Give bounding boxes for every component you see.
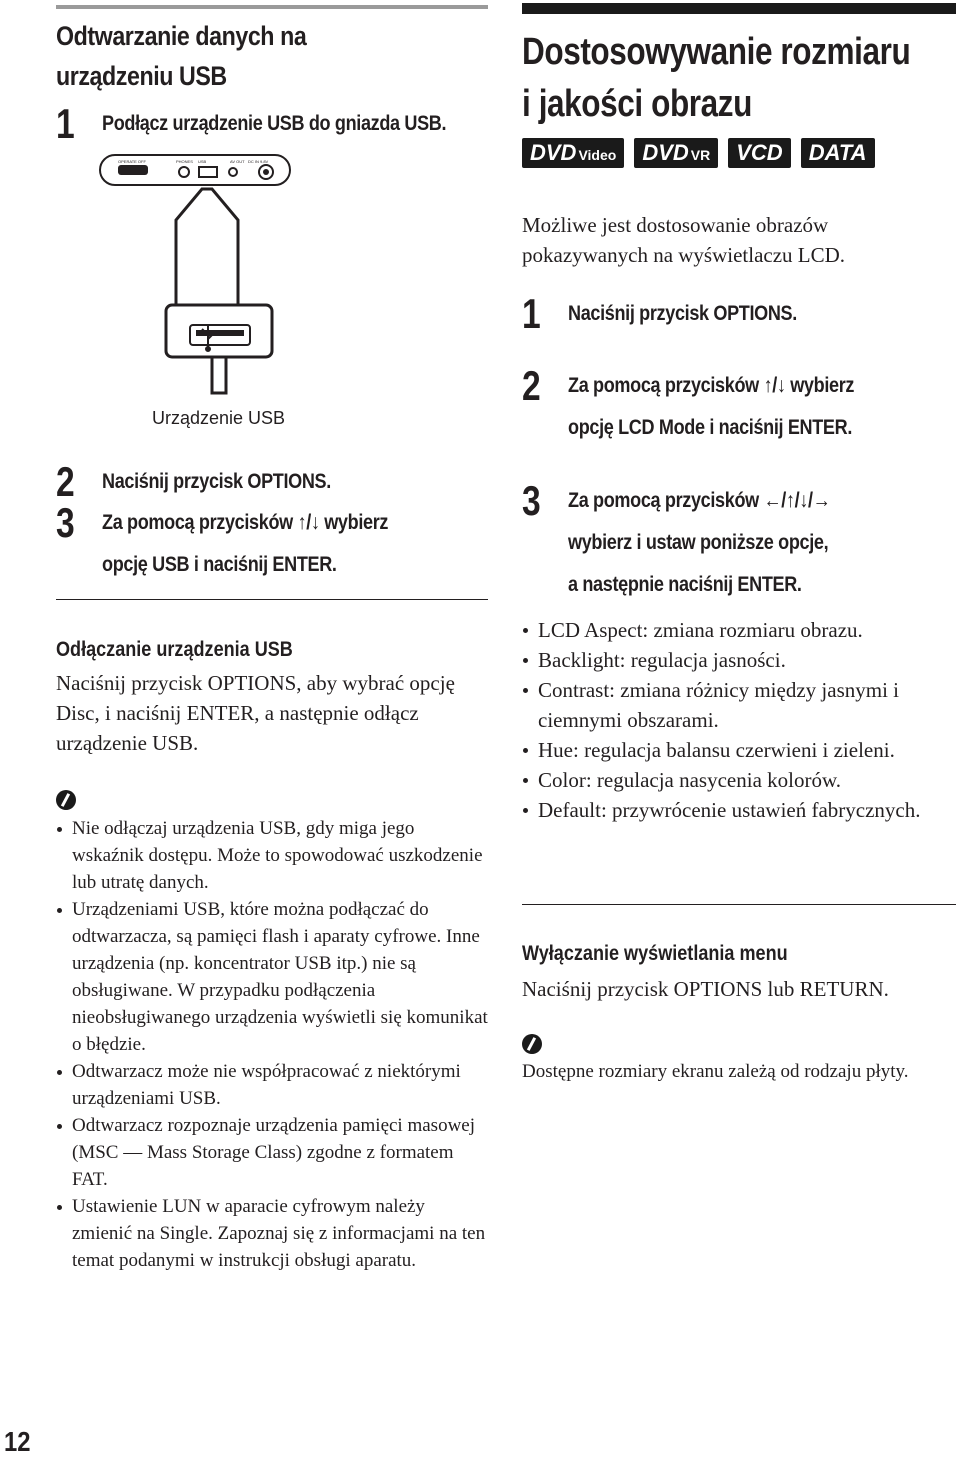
logo-vcd: VCD	[728, 138, 790, 168]
list-item: Odtwarzacz może nie współpracować z niektórymi urządzeniami USB.	[56, 1058, 488, 1112]
top-rule-right	[522, 3, 956, 14]
list-item: Odtwarzacz rozpoznaje urządzenia pamięci masowej (MSC — Mass Storage Class) zgodne z formatem FAT.	[56, 1112, 488, 1193]
panel-label-avout: AV OUT	[230, 159, 245, 164]
section-title-image: Dostosowywanie rozmiaru i jakości obrazu	[522, 31, 911, 125]
step-3-image	[522, 477, 873, 606]
list-item: LCD Aspect: zmiana rozmiaru obrazu.	[522, 615, 954, 645]
step-2-usb	[56, 458, 368, 506]
step-number: 3	[56, 499, 75, 546]
note-icon	[56, 790, 76, 810]
notes-list	[56, 815, 488, 1274]
menu-off-text: Naciśnij przycisk OPTIONS lub RETURN.	[522, 977, 889, 1001]
page-number: 12	[4, 1426, 31, 1457]
note-text: Dostępne rozmiary ekranu zależą od rodzaju płyty.	[522, 1061, 909, 1082]
step-2-image	[522, 362, 901, 449]
usb-device-illustration	[96, 145, 346, 395]
menu-off-heading: Wyłączanie wyświetlania menu	[522, 942, 788, 965]
step-number: 1	[522, 290, 541, 337]
figure-caption: Urządzenie USB	[152, 408, 286, 428]
list-item: Hue: regulacja balansu czerwieni i zieleni.	[522, 735, 954, 765]
step-number: 3	[522, 477, 541, 524]
step-text-line1: Za pomocą przycisków ↑/↓ wybierz	[568, 374, 855, 397]
note-icon	[522, 1034, 542, 1054]
step-text-line2: opcję LCD Mode i naciśnij ENTER.	[568, 416, 853, 439]
step-text-line1: Za pomocą przycisków ←/↑/↓/→	[568, 489, 831, 512]
top-rule-left	[56, 5, 488, 9]
step-number: 2	[522, 362, 541, 409]
divider	[522, 904, 956, 905]
step-number: 2	[56, 458, 75, 505]
step-3-usb	[56, 499, 435, 586]
params-list	[538, 615, 954, 825]
panel-label-usb: USB	[198, 159, 207, 164]
list-item: Urządzeniami USB, które można podłączać do odtwarzacza, są pamięci flash i aparaty cyfrowe. Inne urządzenia (np. koncentrator USB itp.) nie są obsługiwane. W przypadku podłączenia nieobsługiwanego urządzenia wyświetli się komunikat o błędzie.	[56, 896, 488, 1058]
step-number: 1	[56, 100, 75, 147]
list-item: Color: regulacja nasycenia kolorów.	[522, 765, 954, 795]
panel-label-operate: OPERATE OFF	[118, 159, 146, 164]
step-text-line1: Za pomocą przycisków ↑/↓ wybierz	[102, 511, 389, 534]
step-text-line2: opcję USB i naciśnij ENTER.	[102, 553, 337, 576]
step-1-image	[522, 290, 834, 338]
panel-label-dcin: DC IN 9.8V	[248, 159, 269, 164]
step-text: Naciśnij przycisk OPTIONS.	[568, 302, 797, 325]
step-1-usb	[56, 100, 502, 148]
logo-dvd-vr: DVD VR	[634, 138, 718, 168]
step-text-line2: wybierz i ustaw poniższe opcje,	[568, 531, 829, 554]
step-text: Naciśnij przycisk OPTIONS.	[102, 470, 331, 493]
divider	[56, 599, 488, 600]
list-item: Contrast: zmiana różnicy między jasnymi i ciemnymi obszarami.	[522, 675, 954, 735]
step-text-line3: a następnie naciśnij ENTER.	[568, 573, 802, 596]
disc-type-logos	[522, 138, 875, 168]
logo-dvd-video: DVD Video	[522, 138, 624, 168]
disconnect-text: Naciśnij przycisk OPTIONS, aby wybrać opcję Disc, i naciśnij ENTER, a następnie odłącz urządzenie USB.	[56, 671, 455, 755]
logo-data: DATA	[801, 138, 875, 168]
panel-label-phones: PHONES	[176, 159, 193, 164]
list-item: Ustawienie LUN w aparacie cyfrowym należy zmienić na Single. Zapoznaj się z informacjami na ten temat podanymi w instrukcji obsługi aparatu.	[56, 1193, 488, 1274]
list-item: Backlight: regulacja jasności.	[522, 645, 954, 675]
section-title-usb: Odtwarzanie danych na urządzeniu USB	[56, 21, 307, 91]
intro-text: Możliwe jest dostosowanie obrazów pokazywanych na wyświetlaczu LCD.	[522, 213, 846, 267]
step-text: Podłącz urządzenie USB do gniazda USB.	[102, 112, 447, 135]
list-item: Default: przywrócenie ustawień fabrycznych.	[522, 795, 954, 825]
disconnect-heading: Odłączanie urządzenia USB	[56, 638, 293, 661]
list-item: Nie odłączaj urządzenia USB, gdy miga jego wskaźnik dostępu. Może to spowodować uszkodzenie lub utratę danych.	[56, 815, 488, 896]
